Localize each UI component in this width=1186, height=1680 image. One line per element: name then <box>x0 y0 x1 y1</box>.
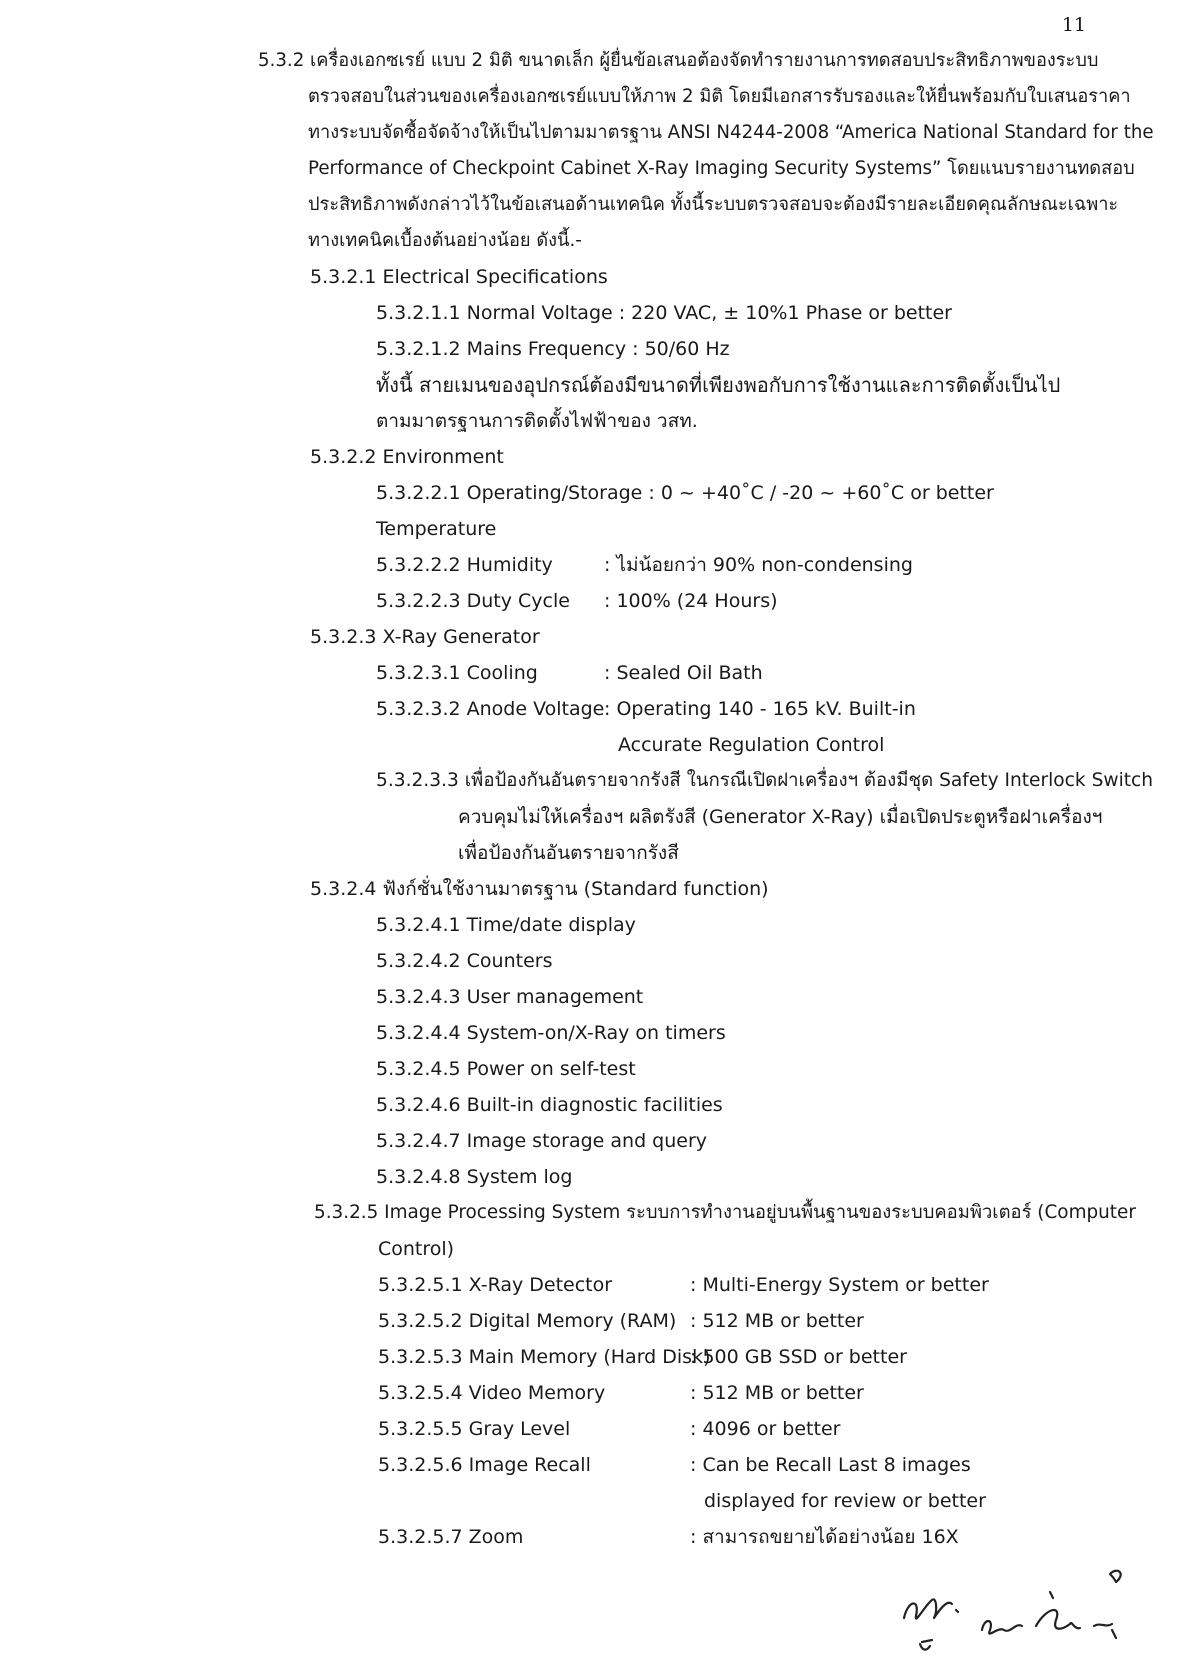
text-line: 5.3.2 เครื่องเอกซเรย์ แบบ 2 มิติ ขนาดเล็ก ผู้ยื่นข้อเสนอต้องจัดทำรายงานการทดสอบประสิทธิภาพของระบบ <box>258 50 1099 71</box>
text-line: Control) <box>378 1238 455 1260</box>
spec-label: 5.3.2.5.5 Gray Level <box>378 1418 571 1440</box>
spec-label: 5.3.2.3.1 Cooling <box>376 662 538 684</box>
list-item: 5.3.2.4.6 Built-in diagnostic facilities <box>376 1094 723 1116</box>
spec-value: : ไม่น้อยกว่า 90% non-condensing <box>604 554 913 576</box>
section-heading: 5.3.2.2 Environment <box>310 446 504 468</box>
list-item: 5.3.2.4.8 System log <box>376 1166 573 1188</box>
spec-label: 5.3.2.2.2 Humidity <box>376 554 553 576</box>
text-line: เพื่อป้องกันอันตรายจากรังสี <box>458 842 679 864</box>
spec-label: 5.3.2.2.3 Duty Cycle <box>376 590 570 612</box>
spec-label: 5.3.2.5.1 X-Ray Detector <box>378 1274 613 1296</box>
text-line: ตามมาตรฐานการติดตั้งไฟฟ้าของ วสท. <box>376 410 698 432</box>
spec-label: 5.3.2.5.6 Image Recall <box>378 1454 591 1476</box>
spec-value: displayed for review or better <box>704 1490 986 1512</box>
spec-line: 5.3.2.2.1 Operating/Storage : 0 ~ +40˚C / -20 ~ +60˚C or better <box>376 482 994 504</box>
text-line: ตรวจสอบในส่วนของเครื่องเอกซเรย์แบบให้ภาพ 2 มิติ โดยมีเอกสารรับรองและให้ยื่นพร้อมกับใบเสนอราคา <box>308 86 1131 107</box>
list-item: 5.3.2.4.5 Power on self-test <box>376 1058 636 1080</box>
list-item: 5.3.2.4.3 User management <box>376 986 644 1008</box>
list-item: 5.3.2.4.1 Time/date display <box>376 914 636 936</box>
list-item: 5.3.2.4.4 System-on/X-Ray on timers <box>376 1022 726 1044</box>
spec-label: 5.3.2.3.2 Anode Voltage <box>376 698 605 720</box>
text-line: ประสิทธิภาพดังกล่าวไว้ในข้อเสนอด้านเทคนิค ทั้งนี้ระบบตรวจสอบจะต้องมีรายละเอียดคุณลักษณะเฉพาะ <box>308 194 1119 215</box>
spec-value: : Multi-Energy System or better <box>690 1274 989 1296</box>
spec-value: : Sealed Oil Bath <box>604 662 763 684</box>
spec-label: 5.3.2.5.7 Zoom <box>378 1526 524 1548</box>
spec-value: : 512 MB or better <box>690 1382 864 1404</box>
spec-line: Temperature <box>376 518 497 540</box>
spec-value: : 4096 or better <box>690 1418 841 1440</box>
list-item: 5.3.2.4.2 Counters <box>376 950 553 972</box>
list-item: 5.3.2.4.7 Image storage and query <box>376 1130 708 1152</box>
spec-label: 5.3.2.5.3 Main Memory (Hard Disk) <box>378 1346 711 1368</box>
spec-value: : Operating 140 - 165 kV. Built-in <box>604 698 916 720</box>
text-line: ทางระบบจัดซื้อจัดจ้างให้เป็นไปตามมาตรฐาน ANSI N4244-2008 “America National Standard for the <box>308 122 1154 143</box>
text-line: ทั้งนี้ สายเมนของอุปกรณ์ต้องมีขนาดที่เพียงพอกับการใช้งานและการติดตั้งเป็นไป <box>376 373 1061 397</box>
spec-label: 5.3.2.5.2 Digital Memory (RAM) <box>378 1310 677 1332</box>
text-line: 5.3.2.3.3 เพื่อป้องกันอันตรายจากรังสี ในกรณีเปิดฝาเครื่องฯ ต้องมีชุด Safety Interlock Switch <box>376 770 1154 791</box>
spec-value: : 500 GB SSD or better <box>690 1346 907 1368</box>
spec-value: : 100% (24 Hours) <box>604 590 778 612</box>
section-heading: 5.3.2.1 Electrical Specifications <box>310 266 608 288</box>
section-heading: 5.3.2.3 X-Ray Generator <box>310 626 540 648</box>
spec-value: : สามารถขยายได้อย่างน้อย 16X <box>690 1526 959 1548</box>
spec-label: 5.3.2.5.4 Video Memory <box>378 1382 606 1404</box>
spec-line: 5.3.2.1.1 Normal Voltage : 220 VAC, ± 10%1 Phase or better <box>376 302 952 324</box>
spec-value: : 512 MB or better <box>690 1310 864 1332</box>
handwritten-signature <box>886 1560 1146 1670</box>
section-heading: 5.3.2.4 ฟังก์ชั่นใช้งานมาตรฐาน (Standard function) <box>310 878 769 900</box>
page-number: 11 <box>1061 14 1086 36</box>
section-heading: 5.3.2.5 Image Processing System ระบบการทำงานอยู่บนพื้นฐานของระบบคอมพิวเตอร์ (Computer <box>314 1202 1136 1223</box>
spec-value: Accurate Regulation Control <box>618 734 885 756</box>
spec-line: 5.3.2.1.2 Mains Frequency : 50/60 Hz <box>376 338 730 360</box>
text-line: ควบคุมไม่ให้เครื่องฯ ผลิตรังสี (Generator X-Ray) เมื่อเปิดประตูหรือฝาเครื่องฯ <box>458 806 1103 828</box>
text-line: ทางเทคนิคเบื้องต้นอย่างน้อย ดังนี้.- <box>308 230 582 251</box>
spec-value: : Can be Recall Last 8 images <box>690 1454 971 1476</box>
text-line: Performance of Checkpoint Cabinet X-Ray Imaging Security Systems” โดยแนบรายงานทดสอบ <box>308 158 1135 179</box>
